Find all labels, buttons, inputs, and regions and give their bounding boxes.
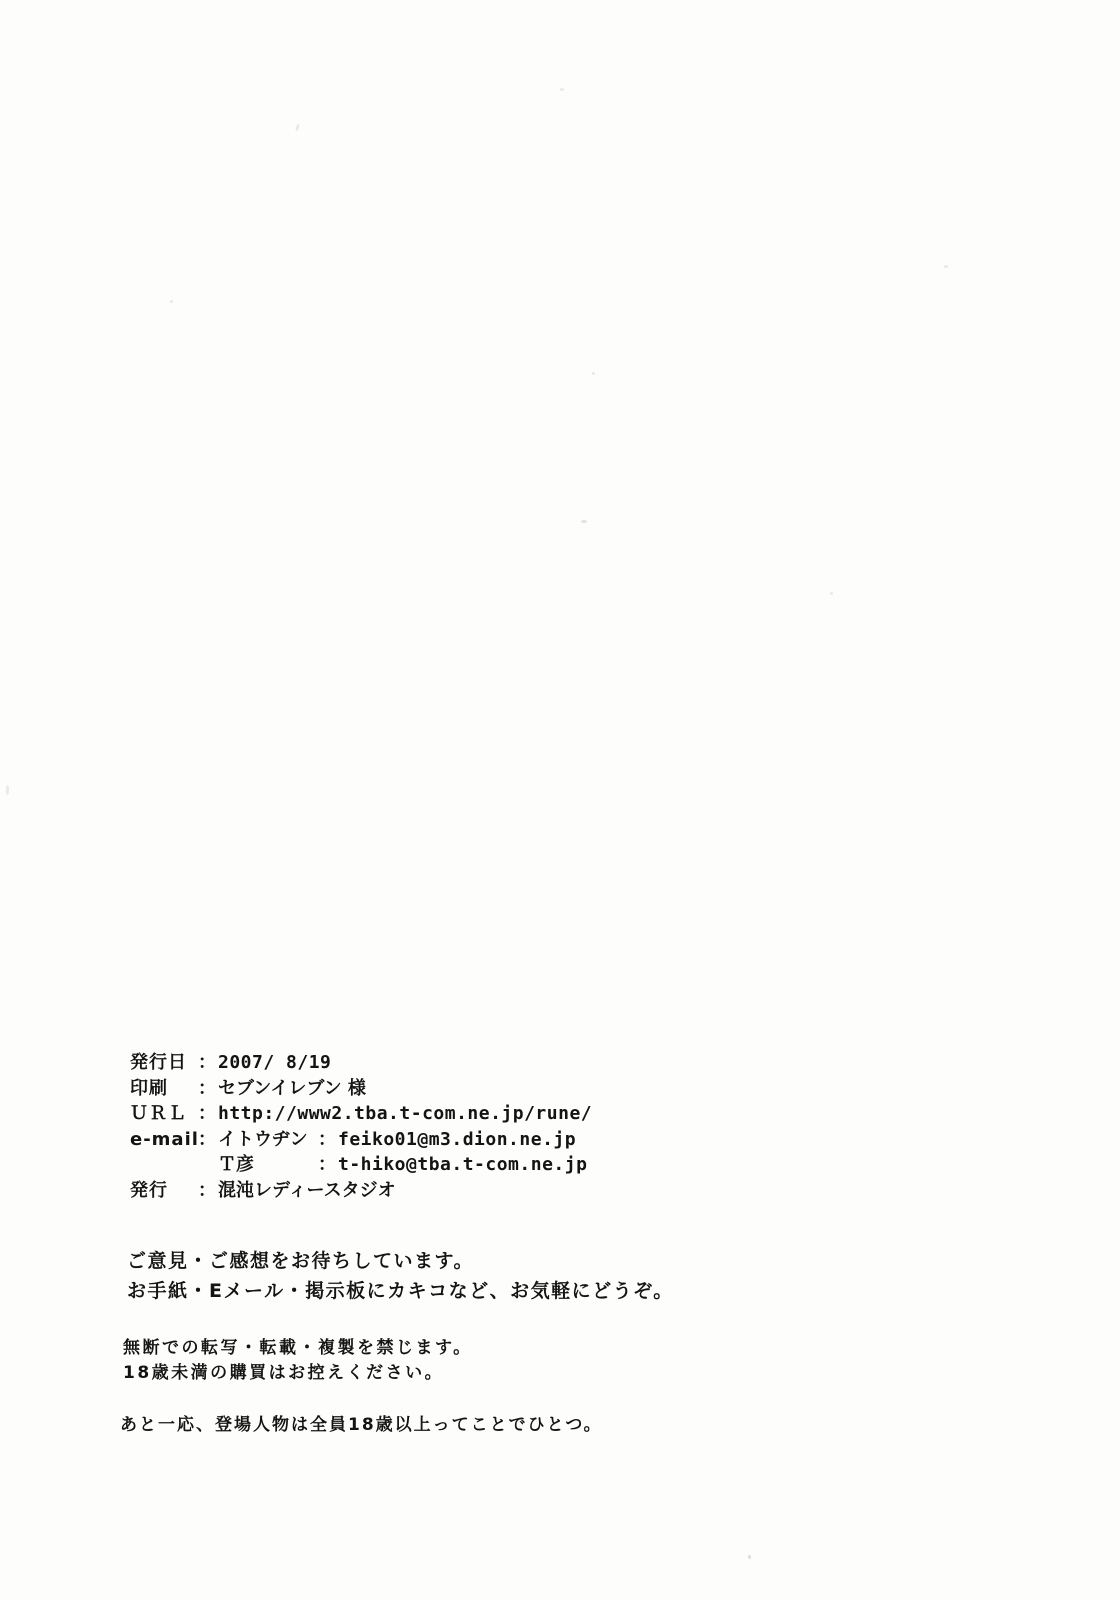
legal-notice-block (123, 1336, 473, 1386)
scan-speck (581, 520, 587, 523)
colon-separator: ： (318, 1154, 336, 1175)
scan-speck (830, 592, 833, 595)
feedback-line-2: お手紙・Eメール・掲示板にカキコなど、お気軽にどうぞ。 (127, 1280, 674, 1302)
colon-separator: ： (198, 1077, 216, 1099)
printer-row (130, 1076, 592, 1102)
no-reproduction-line: 無断での転写・転載・複製を禁じます。 (123, 1338, 473, 1358)
character-age-disclaimer: あと一応、登場人物は全員18歳以上ってことでひとつ。 (120, 1415, 603, 1435)
scan-speck (944, 265, 948, 268)
scan-speck (748, 1555, 751, 1559)
scan-speck (592, 372, 595, 375)
age-restriction-line: 18歳未満の購買はお控えください。 (123, 1363, 445, 1383)
feedback-note-block (127, 1246, 674, 1306)
colon-separator: ： (198, 1052, 216, 1073)
email-label: e-mail (130, 1128, 199, 1150)
url-row (130, 1101, 592, 1127)
url-label: ＵＲＬ (130, 1103, 187, 1124)
url-value: http://www2.tba.t-com.ne.jp/rune/ (218, 1103, 593, 1124)
printer-value: セブンイレブン 様 (218, 1077, 366, 1099)
scan-speck (6, 785, 9, 795)
colon-separator: ： (198, 1179, 216, 1201)
publisher-label: 発行 (130, 1179, 168, 1201)
email-owner-name: Ｔ彦 (218, 1154, 254, 1175)
publish-date-label: 発行日 (130, 1052, 187, 1073)
scan-speck (560, 88, 564, 91)
publisher-value: 混沌レディースタジオ (218, 1179, 396, 1201)
colon-separator: ： (198, 1128, 216, 1150)
colon-separator: ： (318, 1128, 336, 1150)
email-row-1 (130, 1127, 592, 1153)
email-address: t-hiko@tba.t-com.ne.jp (338, 1154, 588, 1175)
email-owner-name: イトウヂン (218, 1128, 308, 1150)
scan-speck (170, 300, 173, 303)
email-row-2 (130, 1152, 592, 1178)
scan-speck (295, 124, 300, 132)
publish-date-value: 2007/ 8/19 (218, 1052, 332, 1073)
printer-label: 印刷 (130, 1077, 168, 1099)
publisher-row (130, 1178, 592, 1204)
colophon-block (130, 1050, 592, 1203)
publish-date-row (130, 1050, 592, 1076)
email-address: feiko01@m3.dion.ne.jp (338, 1128, 577, 1150)
feedback-line-1: ご意見・ご感想をお待ちしています。 (127, 1250, 474, 1272)
colon-separator: ： (198, 1103, 216, 1124)
